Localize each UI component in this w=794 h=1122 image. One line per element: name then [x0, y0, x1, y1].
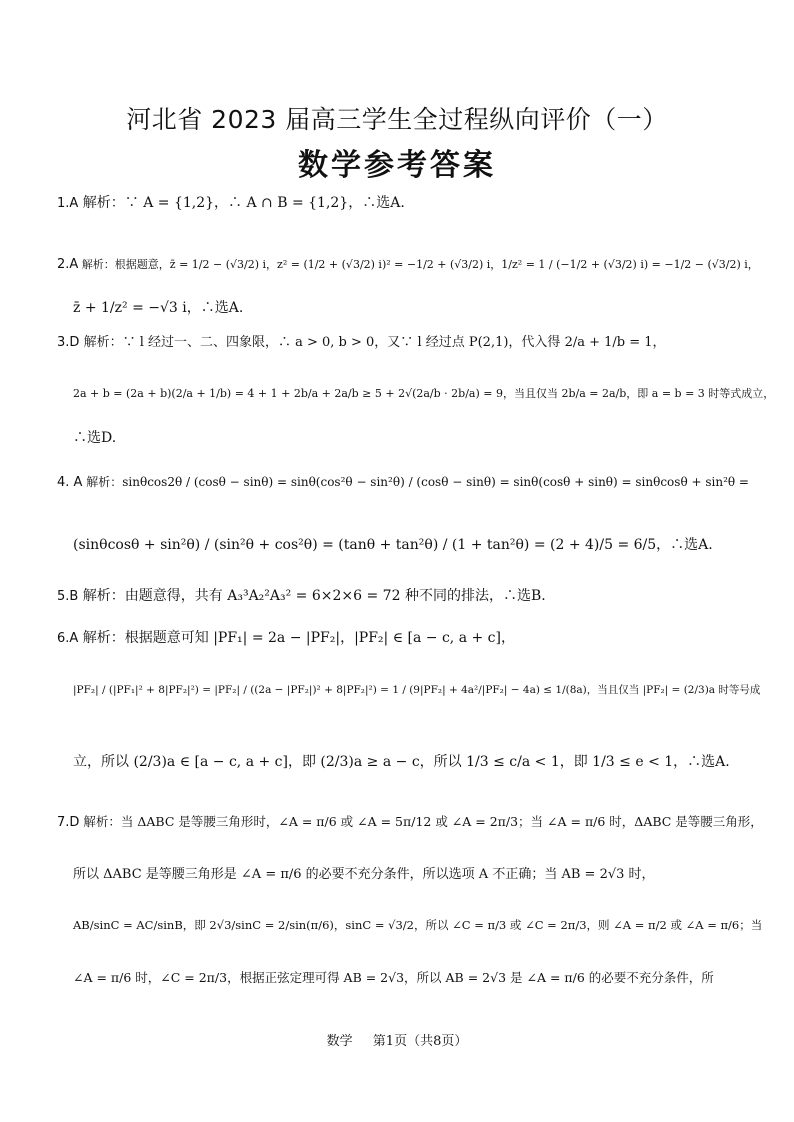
problem-label: 2.A	[57, 257, 79, 272]
footer-page-number: 第1页（共8页）	[372, 1034, 468, 1049]
problem-3-cont	[73, 428, 754, 448]
problem-4-cont	[73, 535, 754, 555]
problem-label: 5.B	[57, 589, 79, 604]
problem-text: 解析：∵ l 经过一、二、四象限，∴ a > 0, b > 0，又∵ l 经过点 P(2,1)，代入得 2/a + 1/b = 1，	[83, 335, 666, 350]
problem-7-cont	[73, 915, 763, 935]
problem-text: AB/sinC = AC/sinB，即 2√3/sinC = 2/sin(π/6)，sinC = √3/2，所以 ∠C = π/3 或 ∠C = 2π/3，则 ∠A = π/2 或 ∠A = π/6；当	[73, 918, 763, 932]
problem-1	[57, 193, 754, 214]
problem-text: 解析：sinθcos2θ / (cosθ − sinθ) = sinθ(cos²θ − sin²θ) / (cosθ − sinθ) = sinθ(cosθ + sinθ) = sinθcosθ + sin²θ =	[86, 475, 749, 489]
problem-label: 3.D	[57, 335, 80, 350]
problem-text: 立，所以 (2/3)a ∈ [a − c, a + c]，即 (2/3)a ≥ a − c，所以 1/3 ≤ c/a < 1，即 1/3 ≤ e < 1，∴选A.	[73, 754, 730, 770]
problem-label: 1.A	[57, 196, 79, 211]
problem-text: |PF₂| / (|PF₁|² + 8|PF₂|²) = |PF₂| / ((2a − |PF₂|)² + 8|PF₂|²) = 1 / (9|PF₂| + 4a²/|PF₂| − 4a) ≤ 1/(8a)，当且仅当 |PF₂| = (2/3)a 时等号成	[73, 684, 761, 696]
problem-text: 解析：由题意得，共有 A₃³A₂²A₃² = 6×2×6 = 72 种不同的排法，∴选B.	[82, 588, 546, 604]
problem-2-cont	[73, 298, 754, 318]
problem-text: ∴选D.	[73, 430, 117, 446]
problem-text: 解析：根据题意可知 |PF₁| = 2a − |PF₂|，|PF₂| ∈ [a − c, a + c]，	[82, 630, 515, 646]
problem-text: ∠A = π/6 时，∠C = 2π/3，根据正弦定理可得 AB = 2√3，所以 AB = 2√3 是 ∠A = π/6 的必要不充分条件，所	[73, 970, 714, 985]
problem-6-cont	[73, 680, 761, 700]
problem-text: z̄ + 1/z² = −√3 i，∴选A.	[73, 300, 244, 316]
problem-text: 解析：当 ΔABC 是等腰三角形时，∠A = π/6 或 ∠A = 5π/12 或 ∠A = 2π/3；当 ∠A = π/6 时，ΔABC 是等腰三角形，	[83, 814, 763, 829]
problem-text: 2a + b = (2a + b)(2/a + 1/b) = 4 + 1 + 2b/a + 2a/b ≥ 5 + 2√(2a/b · 2b/a) = 9，当且仅当 2b/a = 2a/b，即 a = b = 3 时等式成立，	[73, 387, 775, 400]
problem-2	[57, 255, 759, 275]
problem-3-cont	[73, 384, 775, 404]
problem-text: 解析：∵ A = {1,2}，∴ A ∩ B = {1,2}，∴选A.	[82, 195, 405, 211]
page-footer	[0, 1030, 794, 1049]
problem-6	[57, 628, 754, 649]
problem-label: 7.D	[57, 815, 80, 830]
page-title: 河北省 2023 届高三学生全过程纵向评价（一）	[126, 105, 668, 134]
problem-text: 解析：根据题意，z̄ = 1/2 − (√3/2) i，z² = (1/2 + (√3/2) i)² = −1/2 + (√3/2) i，1/z² = 1 / (−1/2 + (√3/2) i) = −1/2 − (√3/2) i，	[81, 258, 759, 271]
problem-text: 所以 ΔABC 是等腰三角形是 ∠A = π/6 的必要不充分条件，所以选项 A 不正确；当 AB = 2√3 时，	[73, 867, 655, 882]
problem-label: 4. A	[57, 475, 83, 490]
problem-4	[57, 472, 754, 493]
problem-7-cont	[73, 865, 754, 885]
problem-5	[57, 586, 754, 607]
problem-7-cont	[73, 968, 754, 988]
problem-6-cont	[73, 752, 754, 772]
problem-3	[57, 333, 754, 353]
problem-text: (sinθcosθ + sin²θ) / (sin²θ + cos²θ) = (tanθ + tan²θ) / (1 + tan²θ) = (2 + 4)/5 = 6/5，∴选A.	[73, 537, 713, 553]
footer-subject: 数学	[326, 1034, 353, 1049]
problem-7	[57, 812, 763, 833]
problem-label: 6.A	[57, 631, 79, 646]
page-subtitle: 数学参考答案	[298, 148, 496, 183]
